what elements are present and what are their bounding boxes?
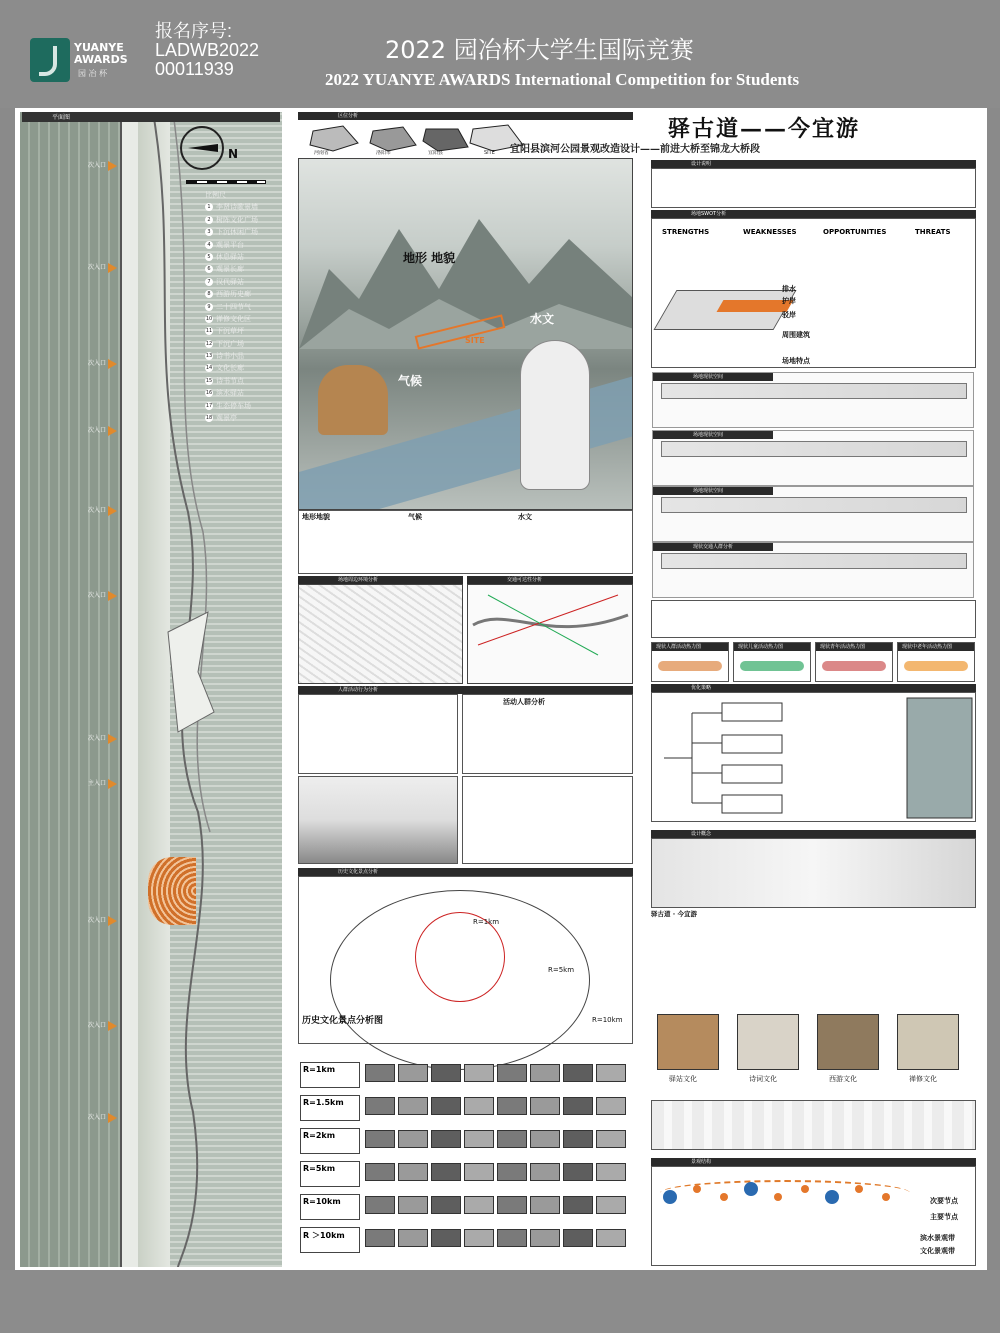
space-strip-title: 场地现状空间 [653,373,773,381]
legend-number: 8 [205,290,213,298]
structure-bar: 景观结构 [651,1158,976,1166]
amphitheater [148,857,196,925]
heat-map [651,642,729,682]
entrance-arrow-icon [108,1113,117,1123]
concept-story [651,910,976,919]
legend-number: 7 [205,278,213,286]
header-banner [0,0,1000,108]
heritage-photo [497,1130,527,1148]
lbl-drain: 排水 [782,285,796,293]
title-en: 2022 YUANYE AWARDS International Competition for Students [325,70,800,89]
strip-plan [661,441,967,457]
entrance-arrow-icon [108,426,117,436]
plan-legend [205,190,280,425]
heritage-photo [596,1064,626,1082]
terrain-label: 地形 地貌 [403,251,456,265]
heat-band [904,661,968,671]
heritage-photo [596,1163,626,1181]
entrance-marker [88,425,117,436]
optimize-bar: 优化策略 [651,684,976,692]
design-text [651,168,976,208]
heritage-photo [365,1229,395,1247]
entrance-arrow-icon [108,506,117,516]
structure-node [882,1193,890,1201]
entrance-label: 次入口 [88,1114,107,1121]
site-label: SITE [465,336,485,345]
entrance-marker [88,262,117,273]
heat-map-title: 现状人群活动热力图 [652,643,728,651]
poster-title: 驿古道——今宜游 [668,116,861,142]
legend-item [205,326,280,336]
legend-label: 诗书小品 [216,352,244,361]
legend-item [205,240,280,250]
road-bar: 场地周边环境分析 [298,576,463,584]
strategy-tree [652,693,977,823]
heritage-bar: 历史文化景点分析 [298,868,633,876]
traffic-lines [468,585,634,661]
strip-plan [661,553,967,569]
design-bar: 设计说明 [651,160,976,168]
culture-image [897,1014,959,1070]
heritage-photo [431,1196,461,1214]
entrance-arrow-icon [108,1021,117,1031]
legend-number: 11 [205,328,213,335]
structure-node [663,1190,677,1204]
heat-map [733,642,811,682]
traffic-bar: 交通可达性分析 [467,576,633,584]
space-strip [652,486,974,542]
footer-band [0,1270,1000,1333]
water-label: 水文 [530,312,555,326]
heritage-photo [530,1130,560,1148]
legend-label: 观景长廊 [216,265,244,274]
structure-node [744,1182,758,1196]
concept-scroll [651,838,976,908]
reg-no-1: LADWB2022 [155,40,260,60]
legend-number: 9 [205,303,213,311]
heat-map-title: 现状儿童活动热力图 [734,643,810,651]
swot-strengths: STRENGTHS [662,228,710,236]
entrance-marker [88,358,117,369]
heat-map [815,642,893,682]
heritage-photo [596,1229,626,1247]
horse-rider-figure [318,365,388,435]
title-cn: 2022 园冶杯大学生国际竞赛 [385,36,694,64]
heritage-photo [398,1163,428,1181]
legend-label: 下沉广场 [216,339,244,348]
radius-label-5: R=5km [548,966,575,974]
entrance-marker [88,733,117,744]
strip-plan [661,383,967,399]
heritage-photo [431,1130,461,1148]
entrance-marker [88,590,117,601]
heritage-photo [365,1163,395,1181]
scale-bar [186,180,266,184]
legend-label: 树阵文化广场 [216,215,258,224]
heritage-photo [398,1130,428,1148]
legend-label: 二十四节气 [216,302,251,311]
heritage-photo [497,1097,527,1115]
lbl-bank: 驳岸 [782,311,796,319]
entrance-marker [88,778,117,789]
story-title: 驿古道 · 今宜游 [651,910,697,918]
legend-number: 18 [205,415,213,422]
legend-item [205,202,280,212]
legend-item [205,376,280,386]
col-water: 水文 [518,513,532,521]
heritage-photo [563,1196,593,1214]
legend-item [205,302,280,312]
north-arrow-icon [180,126,224,170]
activity-tree [462,694,633,774]
loc-henan: 河南省 [314,150,330,156]
structure-node [693,1185,701,1193]
heritage-photo [431,1064,461,1082]
plan-title: 平面图 [22,112,280,122]
legend-number: 5 [205,253,213,261]
culture-label: 禅修文化 [909,1075,937,1083]
heat-band [822,661,886,671]
entrance-label: 次入口 [88,162,107,169]
heritage-photo [365,1097,395,1115]
yuanye-logo [30,38,140,82]
heritage-photo [464,1064,494,1082]
legend-label: 生态停车场 [216,401,251,410]
culture-image [817,1014,879,1070]
people-chart [462,776,633,864]
heritage-photo [431,1163,461,1181]
space-strip-title: 现状交通人群分析 [653,543,773,551]
activity-icons [298,694,458,774]
space-strip [652,430,974,486]
heritage-photo [596,1196,626,1214]
legend-number: 4 [205,241,213,249]
legend-label: 观景平台 [216,240,244,249]
legend-river-belt: 滨水景观带 [920,1234,955,1242]
legend-label: 文化长廊 [216,364,244,373]
space-strip-title: 场地现状空间 [653,487,773,495]
heritage-photo [563,1229,593,1247]
people-photo [298,776,458,864]
heritage-photo [464,1163,494,1181]
entrance-label: 次入口 [88,735,107,742]
legend-label: 下沉草坪 [216,327,244,336]
legend-number: 13 [205,353,213,360]
heritage-photo [365,1196,395,1214]
heritage-photo [398,1097,428,1115]
entrance-label: 次入口 [88,592,107,599]
legend-number: 16 [205,390,213,397]
col-climate: 气候 [408,513,422,521]
heritage-photo [464,1229,494,1247]
lbl-buildings: 周围建筑 [782,331,810,339]
reg-label: 报名序号: [155,21,233,41]
structure-node [825,1190,839,1204]
heritage-photo [464,1130,494,1148]
city-blocks [20,112,120,1267]
loc-site: SITE [484,150,495,156]
culture-image [737,1014,799,1070]
nature-text-row [298,510,633,574]
legend-item [205,252,280,262]
heritage-photo [497,1229,527,1247]
legend-label: 诗书节点 [216,376,244,385]
entrance-marker [88,505,117,516]
legend-item [205,339,280,349]
heritage-photo [563,1163,593,1181]
structure-node [855,1185,863,1193]
legend-label: 休息驿站 [216,252,244,261]
heritage-photo [530,1196,560,1214]
legend-item [205,351,280,361]
heritage-photo [464,1097,494,1115]
heritage-photo [497,1196,527,1214]
heritage-photo [365,1130,395,1148]
activity-title: 活动人群分析 [503,698,545,706]
entrance-arrow-icon [108,779,117,789]
north-label: N [228,147,239,161]
logo-mark-icon [30,38,70,82]
culture-label: 西游文化 [829,1075,857,1083]
heritage-photo [563,1097,593,1115]
loc-luoyang: 洛阳市 [376,150,392,156]
entrance-arrow-icon [108,263,117,273]
legend-number: 15 [205,377,213,384]
legend-item [205,413,280,423]
radius-circle-2 [330,890,590,1070]
swot-bar: 场地SWOT分析 [651,210,976,218]
structure-nodes [655,1175,905,1215]
logo-sub: 园 冶 杯 [78,69,108,78]
heritage-photo [398,1229,428,1247]
heritage-photo [563,1064,593,1082]
traffic-text [651,600,976,638]
people-bar: 人群活动行为分析 [298,686,633,694]
legend-item [205,227,280,237]
legend-label: 下沉休闲广场 [216,228,258,237]
entrance-label: 次入口 [88,917,107,924]
structure-node [720,1193,728,1201]
swot-weaknesses: WEAKNESSES [743,228,797,236]
entrance-label: 次入口 [88,427,107,434]
legend-major-node: 主要节点 [930,1213,958,1221]
registration-number [155,22,259,79]
structure-node [801,1185,809,1193]
legend-minor-node: 次要节点 [930,1197,958,1205]
legend-number: 6 [205,265,213,273]
legend-label: 滨水驿站 [216,389,244,398]
entrance-arrow-icon [108,916,117,926]
heat-map [897,642,975,682]
culture-label: 驿站文化 [669,1075,697,1083]
entrance-label: 次入口 [88,1022,107,1029]
legend-item [205,264,280,274]
radius-label-10: R=10km [592,1016,623,1024]
space-strip [652,372,974,428]
heritage-photo [596,1130,626,1148]
lbl-site-feature: 场地特点 [782,357,810,365]
entrance-arrow-icon [108,734,117,744]
heritage-photo [530,1064,560,1082]
legend-number: 14 [205,365,213,372]
entrance-label: 次入口 [88,264,107,271]
heritage-photo [398,1064,428,1082]
legend-item [205,388,280,398]
legend-number: 3 [205,228,213,236]
loc-yiyang: 宜阳县 [428,150,444,156]
legend-label: 西游历史廊 [216,290,251,299]
legend-number: 12 [205,340,213,347]
heritage-photo [563,1130,593,1148]
entrance-label: 主入口 [88,780,107,787]
heritage-row-label: R=5km [300,1161,360,1187]
heat-band [658,661,722,671]
heritage-photo [497,1064,527,1082]
entrance-marker [88,160,117,171]
heritage-photo [431,1097,461,1115]
heritage-photo [530,1229,560,1247]
heritage-photo [464,1196,494,1214]
lbl-revetment: 护岸 [782,297,796,305]
swot-opportunities: OPPORTUNITIES [823,228,887,236]
entrance-arrow-icon [108,161,117,171]
space-strip [652,542,974,598]
traffic-map [467,584,633,684]
heat-map-title: 现状中老年活动热力图 [898,643,974,651]
legend-item [205,314,280,324]
heat-band [740,661,804,671]
heritage-photo [530,1163,560,1181]
legend-label: 禅修文化区 [216,314,251,323]
legend-number: 10 [205,315,213,322]
culture-image [657,1014,719,1070]
optimize-tree [651,692,976,822]
location-bar: 区位分析 [298,112,633,120]
legend-item [205,289,280,299]
heritage-row-label: R=1.5km [300,1095,360,1121]
heritage-row-label: R=10km [300,1194,360,1220]
entrance-arrow-icon [108,591,117,601]
legend-title: 比例尺 [205,191,226,199]
structure-node [774,1193,782,1201]
space-strip-title: 场地现状空间 [653,431,773,439]
culture-label: 诗词文化 [749,1075,777,1083]
legend-item [205,401,280,411]
heritage-photo [497,1163,527,1181]
entrance-marker [88,915,117,926]
radius-label-1: R=1km [473,918,500,926]
legend-label: 观景亭 [216,414,237,423]
legend-label: 李贤诗歌景墙 [216,203,258,212]
col-terrain: 地形地貌 [302,513,330,521]
climate-label: 气候 [398,374,423,388]
reg-no-2: 00011939 [155,59,234,79]
entrance-marker [88,1112,117,1123]
heat-map-title: 现状青年活动热力图 [816,643,892,651]
heritage-photo [596,1097,626,1115]
poster-subtitle: 宜阳县滨河公园景观改造设计——前进大桥至锦龙大桥段 [510,144,760,155]
scholar-figure [520,340,590,490]
heritage-photo [431,1229,461,1247]
legend-label: 汉代驿站 [216,277,244,286]
heritage-row-label: R=1km [300,1062,360,1088]
entrance-label: 次入口 [88,360,107,367]
legend-item [205,215,280,225]
legend-item [205,363,280,373]
heritage-row-label: R=2km [300,1128,360,1154]
legend-culture-belt: 文化景观带 [920,1247,955,1255]
legend-item [205,277,280,287]
entrance-label: 次入口 [88,507,107,514]
heritage-heading: 历史文化景点分析图 [302,1016,384,1026]
heritage-row-label: R ＞10km [300,1227,360,1253]
legend-number: 1 [205,203,213,211]
logo-text: YUANYE AWARDS [74,41,128,66]
entrance-marker [88,1020,117,1031]
legend-number: 2 [205,216,213,224]
heritage-photo [530,1097,560,1115]
entrance-arrow-icon [108,359,117,369]
road-map [298,584,463,684]
heritage-photo [398,1196,428,1214]
strip-plan [661,497,967,513]
legend-number: 17 [205,402,213,409]
swot-threats: THREATS [915,228,951,236]
culture-scroll [651,1100,976,1150]
concept-bar: 设计概念 [651,830,976,838]
heritage-photo [365,1064,395,1082]
